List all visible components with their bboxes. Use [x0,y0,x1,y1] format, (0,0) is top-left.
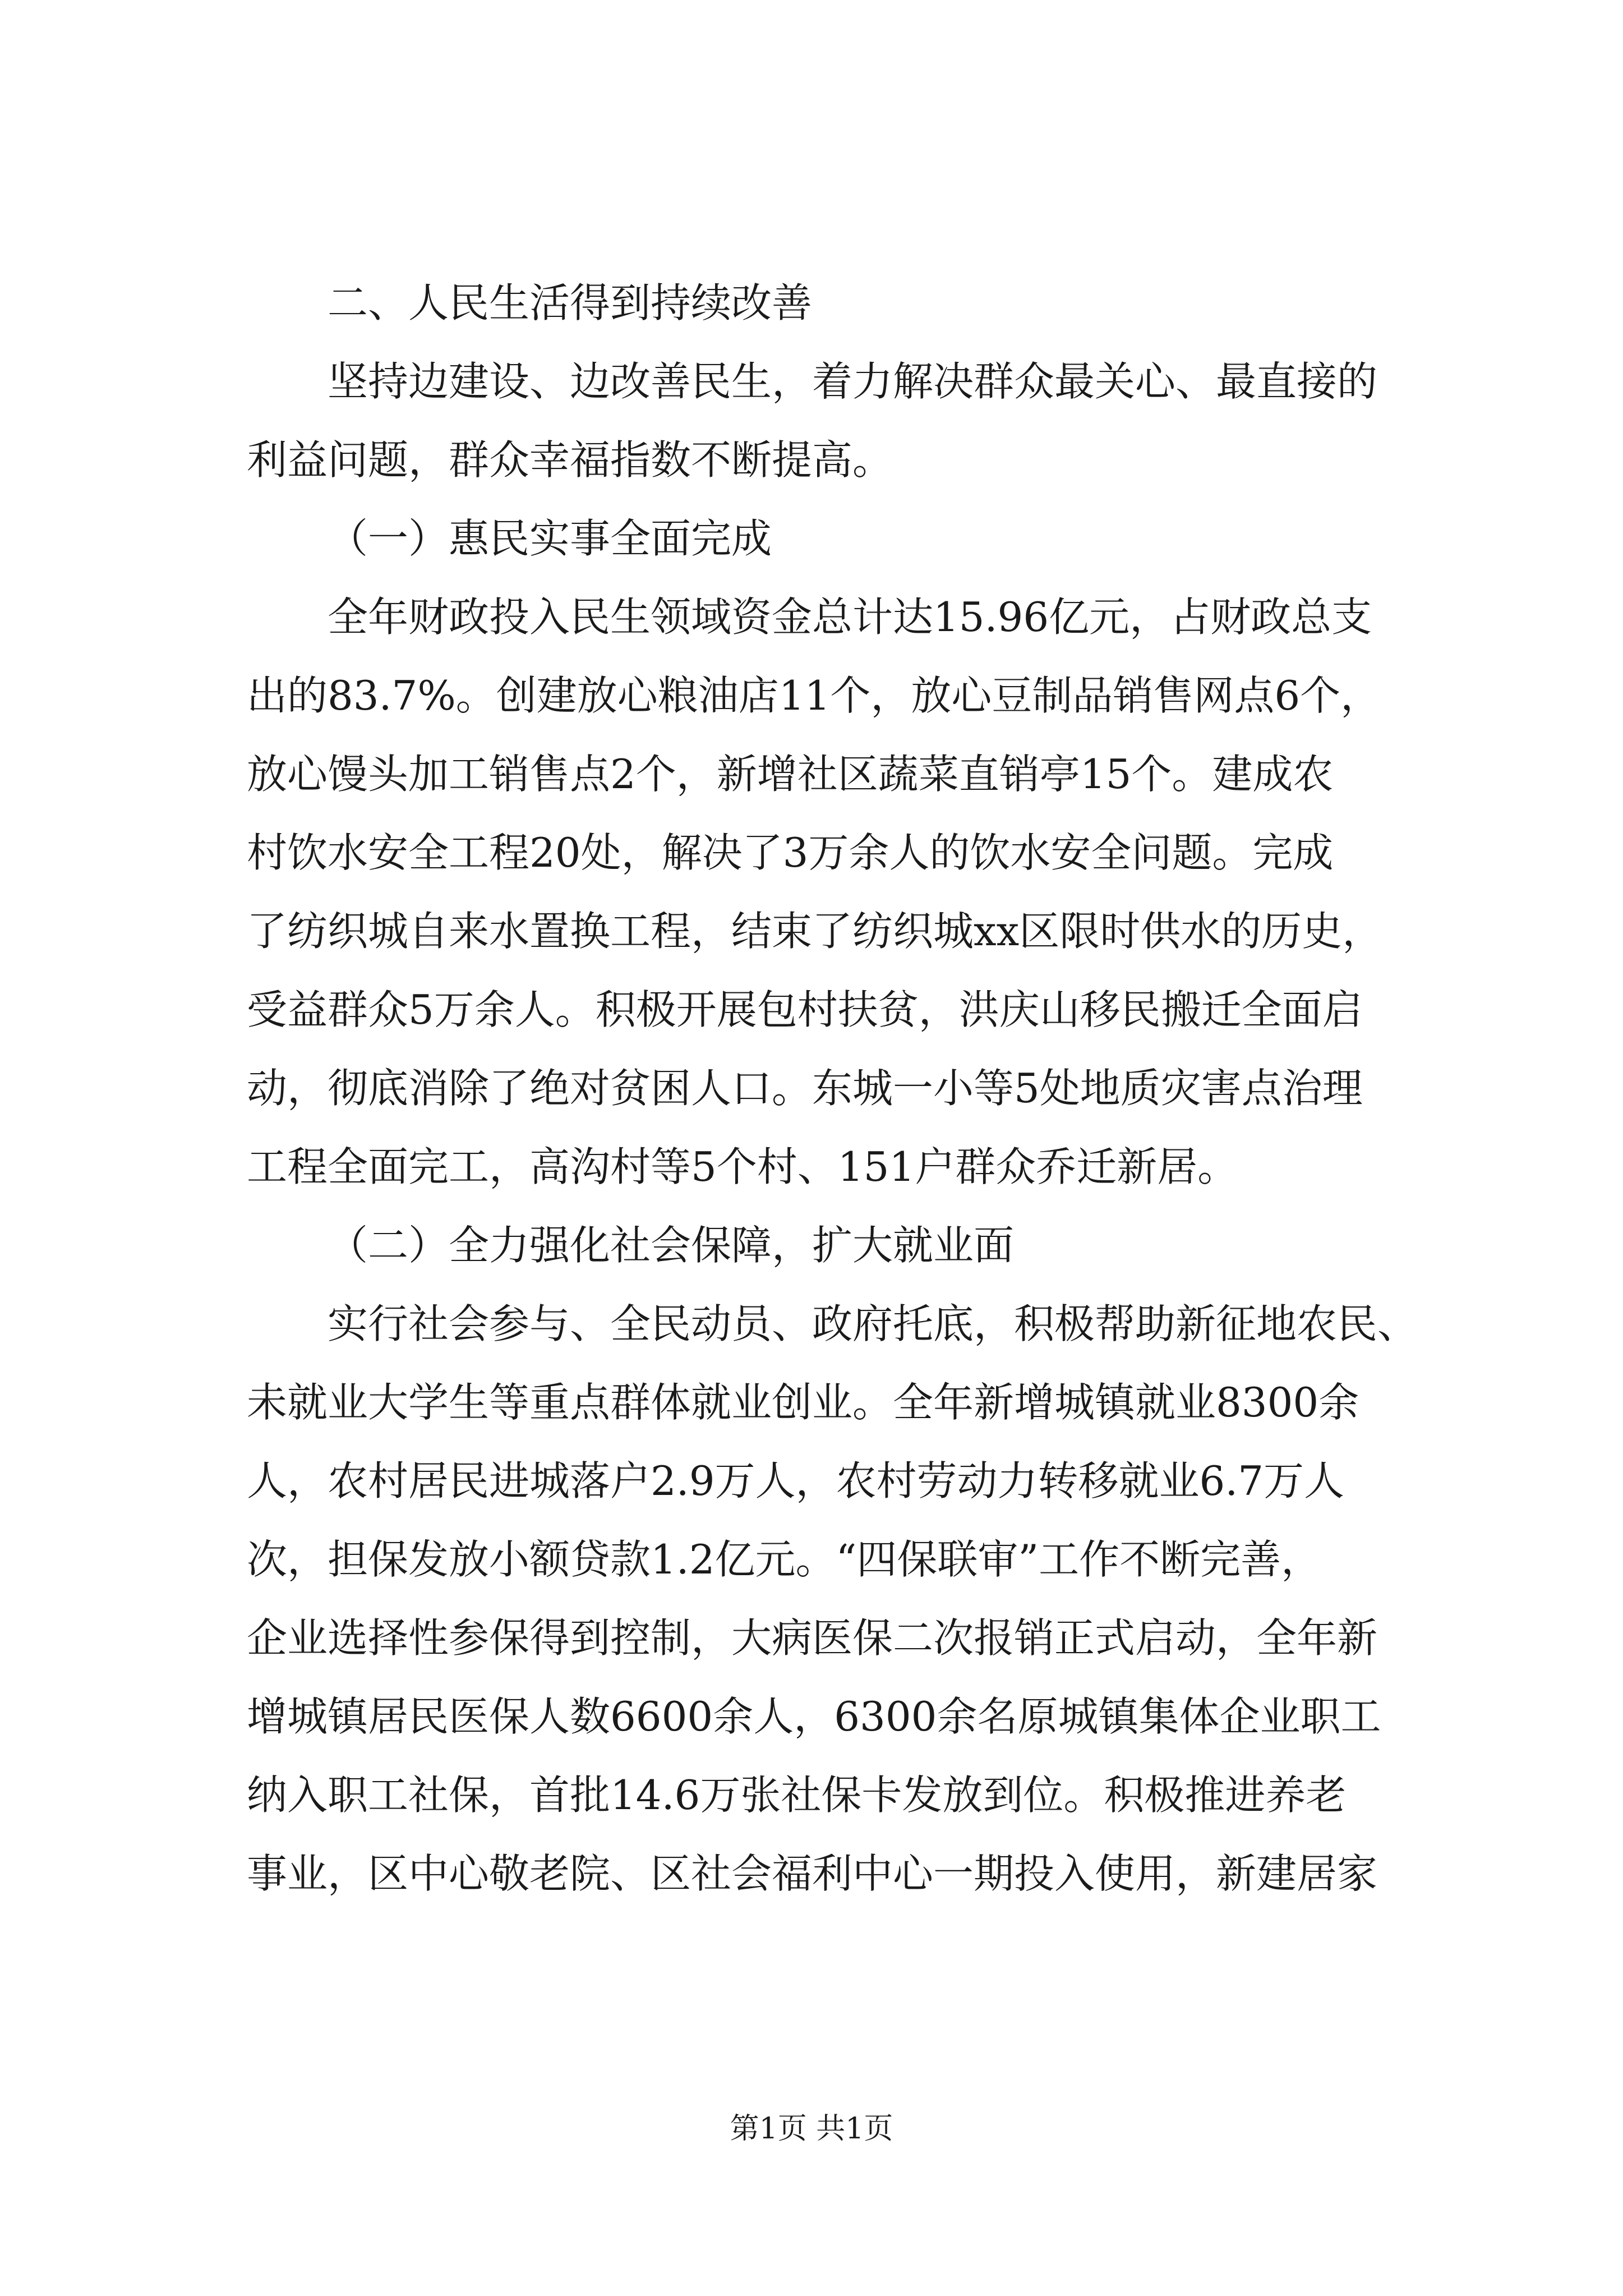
subsection-heading: （二）全力强化社会保障，扩大就业面 [328,1222,1015,1269]
paragraph-line: 动，彻底消除了绝对贫困人口。东城一小等5处地质灾害点治理 [247,1065,1363,1112]
page-footer: 第1页 共1页 [730,2112,893,2146]
paragraph-line: 放心馒头加工销售点2个，新增社区蔬菜直销亭15个。建成农 [247,751,1334,798]
paragraph-line: 坚持边建设、边改善民生，着力解决群众最关心、最直接的 [328,358,1378,405]
document-body [247,264,1419,1913]
section-heading: 二、人民生活得到持续改善 [328,279,813,326]
paragraph-line: 人，农村居民进城落户2.9万人，农村劳动力转移就业6.7万人 [247,1457,1345,1504]
paragraph-line: 企业选择性参保得到控制，大病医保二次报销正式启动，全年新 [247,1614,1378,1662]
paragraph-line: 纳入职工社保，首批14.6万张社保卡发放到位。积极推进养老 [247,1772,1347,1819]
paragraph-line: 工程全面完工，高沟村等5个村、151户群众乔迁新居。 [247,1143,1238,1190]
paragraph-line: 出的83.7%。创建放心粮油店11个，放心豆制品销售网点6个， [247,672,1381,719]
subsection-heading: （一）惠民实事全面完成 [328,515,772,562]
paragraph-line: 次，担保发放小额贷款1.2亿元。“四保联审”工作不断完善， [247,1536,1322,1583]
paragraph-line: 利益问题，群众幸福指数不断提高。 [247,436,893,484]
paragraph-line: 受益群众5万余人。积极开展包村扶贫，洪庆山移民搬迁全面启 [247,986,1363,1033]
paragraph-line: 事业，区中心敬老院、区社会福利中心一期投入使用，新建居家 [247,1850,1378,1897]
paragraph-line: 实行社会参与、全民动员、政府托底，积极帮助新征地农民、 [328,1300,1418,1347]
paragraph-line: 未就业大学生等重点群体就业创业。全年新增城镇就业8300余 [247,1379,1359,1426]
paragraph-line: 了纺织城自来水置换工程，结束了纺织城xx区限时供水的历史， [247,908,1383,955]
paragraph-line: 村饮水安全工程20处，解决了3万余人的饮水安全问题。完成 [247,829,1334,876]
paragraph-line: 全年财政投入民生领域资金总计达15.96亿元，占财政总支 [328,593,1372,641]
paragraph-line: 增城镇居民医保人数6600余人，6300余名原城镇集体企业职工 [247,1693,1381,1740]
